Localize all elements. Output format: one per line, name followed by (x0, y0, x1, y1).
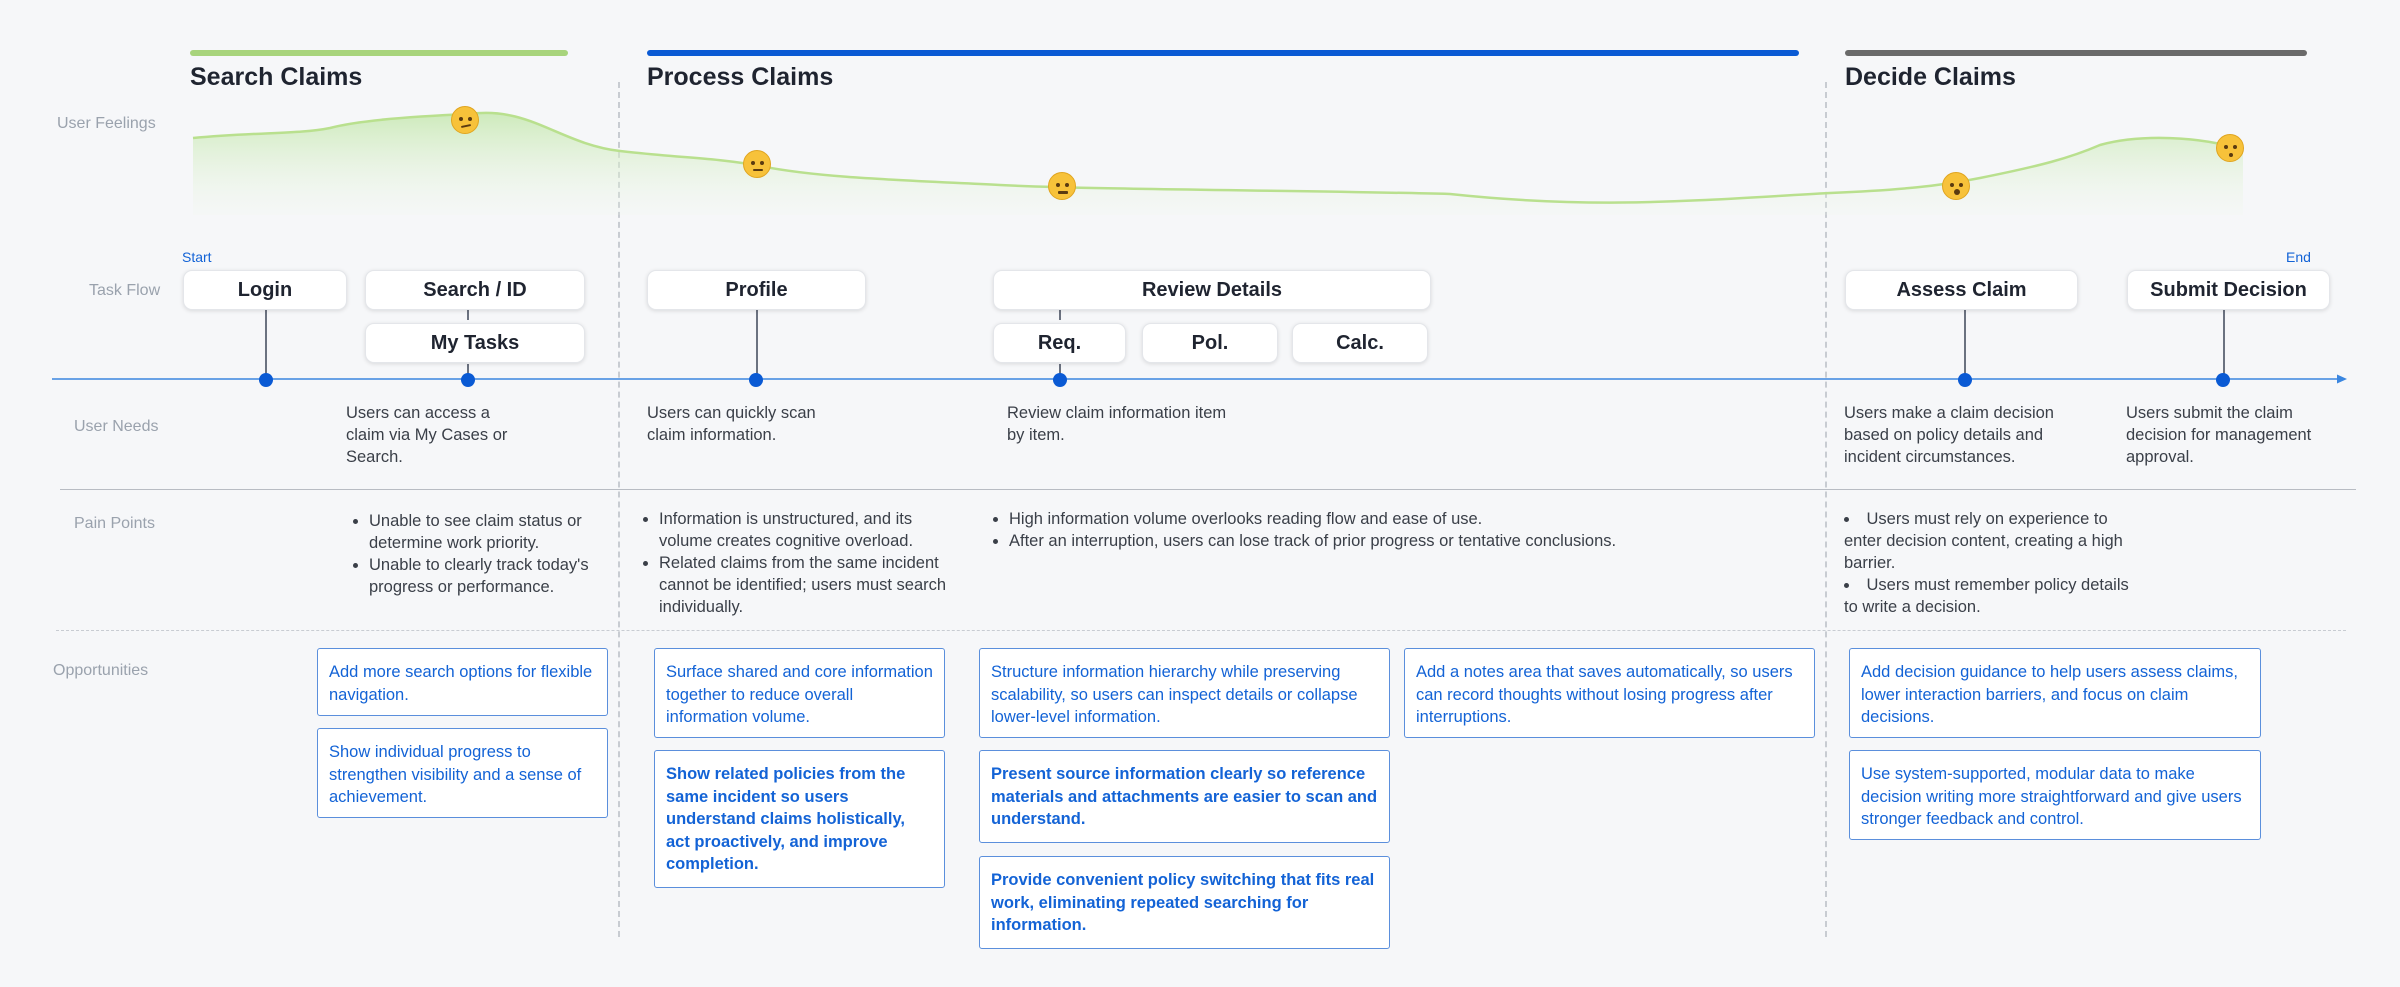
phase-title-decide: Decide Claims (1845, 63, 2016, 91)
opportunity-card: Add decision guidance to help users assess claims, lower interaction barriers, and focus on claim decisions. (1849, 648, 2261, 738)
stem-review (1059, 310, 1061, 320)
task-review-details[interactable]: Review Details (993, 270, 1431, 310)
stem-submit (2223, 310, 2225, 378)
task-assess-claim[interactable]: Assess Claim (1845, 270, 2078, 310)
task-my-tasks[interactable]: My Tasks (365, 323, 585, 363)
opportunity-card: Provide convenient policy switching that fits real work, eliminating repeated searching for information. (979, 856, 1390, 949)
task-login[interactable]: Login (183, 270, 347, 310)
opportunity-card: Present source information clearly so reference materials and attachments are easier to scan and understand. (979, 750, 1390, 843)
pain-search (347, 510, 609, 598)
pain-item: • Unable to see claim status or determine work priority. (369, 510, 609, 554)
row-label-taskflow: Task Flow (89, 282, 161, 299)
row-label-pain: Pain Points (74, 515, 155, 532)
pain-item: • Users must rely on experience to enter decision content, creating a high barrier. (1844, 508, 2134, 574)
timeline-dot-login (259, 373, 273, 387)
kissing-face-icon (2216, 134, 2244, 162)
need-assess: Users make a claim decision based on policy details and incident circumstances. (1844, 404, 2054, 466)
opportunity-card: Show related policies from the same incident so users understand claims holistically, act proactively, and improve completion. (654, 750, 945, 888)
timeline-dot-search (461, 373, 475, 387)
stem-login (265, 310, 267, 378)
confounded-face-icon (1048, 172, 1076, 200)
stem-search (467, 310, 469, 320)
pain-decide (1832, 508, 2134, 618)
stem-assess (1964, 310, 1966, 378)
opportunity-card: Show individual progress to strengthen visibility and a sense of achievement. (317, 728, 608, 818)
opportunity-card: Add more search options for flexible navigation. (317, 648, 608, 716)
opportunity-card: Use system-supported, modular data to make decision writing more straightforward and give users stronger feedback and control. (1849, 750, 2261, 840)
need-submit: Users submit the claim decision for management approval. (2126, 404, 2312, 466)
row-label-feelings: User Feelings (57, 115, 156, 132)
task-profile[interactable]: Profile (647, 270, 866, 310)
opportunity-card: Structure information hierarchy while preserving scalability, so users can inspect details or collapse lower-level information. (979, 648, 1390, 738)
task-pol[interactable]: Pol. (1142, 323, 1278, 363)
task-req[interactable]: Req. (993, 323, 1126, 363)
task-calc[interactable]: Calc. (1292, 323, 1428, 363)
phase-title-search: Search Claims (190, 63, 363, 91)
timeline-dot-assess (1958, 373, 1972, 387)
timeline-dot-review (1053, 373, 1067, 387)
end-marker: End (2286, 249, 2311, 265)
pain-item: • Related claims from the same incident cannot be identified; users must search individually. (659, 552, 959, 618)
pain-item: • After an interruption, users can lose track of prior progress or tentative conclusions. (1009, 530, 1729, 552)
pain-opps-separator (56, 630, 2346, 631)
phase-title-process: Process Claims (647, 63, 834, 91)
need-search: Users can access a claim via My Cases or Search. (346, 404, 508, 466)
opportunity-card: Surface shared and core information together to reduce overall information volume. (654, 648, 945, 738)
need-profile: Users can quickly scan claim information. (647, 404, 816, 444)
pain-item: • Information is unstructured, and its volume creates cognitive overload. (659, 508, 959, 552)
stem-profile (756, 310, 758, 378)
user-feelings-curve (0, 0, 2400, 240)
row-label-opps: Opportunities (53, 662, 149, 679)
timeline-dot-submit (2216, 373, 2230, 387)
timeline-dot-profile (749, 373, 763, 387)
needs-pain-separator (60, 489, 2356, 490)
pain-item: • Users must remember policy details to write a decision. (1844, 574, 2134, 618)
pain-profile (637, 508, 959, 618)
start-marker: Start (182, 249, 212, 265)
pain-item: • Unable to clearly track today's progress or performance. (369, 554, 609, 598)
task-search-id[interactable]: Search / ID (365, 270, 585, 310)
pain-item: • High information volume overlooks reading flow and ease of use. (1009, 508, 1729, 530)
dizzy-face-icon (1942, 172, 1970, 200)
raised-eyebrow-face-icon (743, 150, 771, 178)
opportunity-card: Add a notes area that saves automatically, so users can record thoughts without losing progress after interruptions. (1404, 648, 1815, 738)
need-review: Review claim information item by item. (1007, 404, 1227, 444)
thinking-face-icon (451, 106, 479, 134)
task-flow-timeline (0, 370, 2400, 390)
task-submit-decision[interactable]: Submit Decision (2127, 270, 2330, 310)
row-label-needs: User Needs (74, 418, 159, 435)
pain-review (987, 508, 1729, 552)
